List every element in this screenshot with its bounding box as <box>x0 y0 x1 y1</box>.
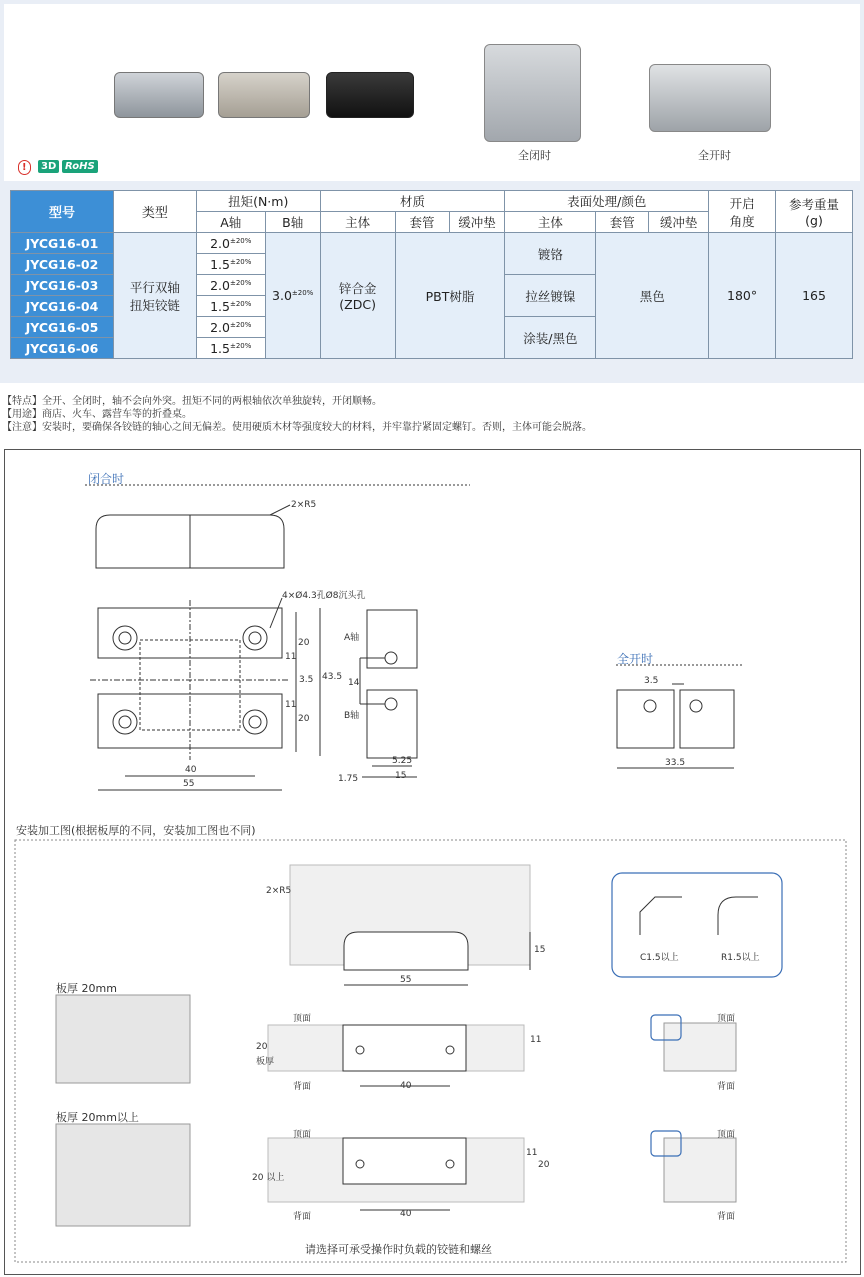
dim-d20a: 20 <box>298 638 310 648</box>
th-torque: 扭矩(N·m) <box>196 191 320 212</box>
finish-body-cell: 镀铬 <box>505 233 596 275</box>
plate20plus-d40: 40 <box>400 1209 412 1219</box>
finish-color-cell: 黑色 <box>596 233 709 359</box>
dim-d14: 14 <box>348 678 360 688</box>
th-torque-b: B轴 <box>265 212 320 233</box>
detail1-top: 顶面 <box>717 1014 736 1024</box>
note-features: 【特点】全开、全闭时，轴不会向外突。扭矩不同的两根轴依次单独旋转，开闭顺畅。 <box>2 396 382 407</box>
th-material: 材质 <box>320 191 505 212</box>
install-d55: 55 <box>400 975 412 985</box>
model-cell: JYCG16-03 <box>11 275 114 296</box>
dim-d3_5o: 3.5 <box>644 676 659 686</box>
install-r15: R1.5以上 <box>721 953 760 963</box>
detail2-back: 背面 <box>717 1212 736 1222</box>
plate20plus-label: 板厚 20mm以上 <box>56 1111 139 1124</box>
torque-a-cell: $2.0^{\pm 20\%}$ <box>196 275 265 296</box>
plate20-thick: 板厚 <box>256 1057 275 1067</box>
dim-d20b: 20 <box>298 714 310 724</box>
angle-cell: 180° <box>709 233 776 359</box>
finish-body-cell: 涂装/黑色 <box>505 317 596 359</box>
plate20plus-d20b: 20 <box>538 1160 550 1170</box>
closed-title: 闭合时 <box>88 472 125 486</box>
torque-a-cell: $2.0^{\pm 20\%}$ <box>196 233 265 254</box>
model-cell: JYCG16-04 <box>11 296 114 317</box>
material-body-cell: 锌合金 (ZDC) <box>320 233 395 359</box>
dim-d11a: 11 <box>285 652 297 662</box>
torque-a-cell: $1.5^{\pm 20\%}$ <box>196 296 265 317</box>
caption-closed: 全闭时 <box>518 149 551 162</box>
finish-body-cell: 拉丝镀镍 <box>505 275 596 317</box>
dim-d15: 15 <box>395 771 407 781</box>
dim-d55: 55 <box>183 779 195 789</box>
install-c15: C1.5以上 <box>640 953 679 963</box>
torque-a-cell: $2.0^{\pm 20\%}$ <box>196 317 265 338</box>
material-sleeve-cell: PBT树脂 <box>395 233 505 359</box>
install-d15: 15 <box>534 945 546 955</box>
weight-cell: 165 <box>776 233 853 359</box>
holes-label: 4×Ø4.3孔Ø8沉头孔 <box>282 591 366 601</box>
dim-d40: 40 <box>185 765 197 775</box>
install-r5: 2×R5 <box>266 886 292 896</box>
th-material-sleeve: 套管 <box>395 212 449 233</box>
plate20-d20: 20 <box>256 1042 268 1052</box>
plate20plus-d20: 20 以上 <box>252 1173 285 1183</box>
dim-d5_25: 5.25 <box>392 756 413 766</box>
axis-a-label: A轴 <box>344 633 360 643</box>
plate20-d11: 11 <box>530 1035 542 1045</box>
plate20-label: 板厚 20mm <box>56 982 117 995</box>
th-type: 类型 <box>113 191 196 233</box>
model-cell: JYCG16-01 <box>11 233 114 254</box>
install-footer: 请选择可承受操作时负载的铰链和螺丝 <box>305 1243 492 1256</box>
th-finish-cushion: 缓冲垫 <box>649 212 709 233</box>
th-finish-sleeve: 套管 <box>596 212 649 233</box>
th-torque-a: A轴 <box>196 212 265 233</box>
torque-a-cell: $1.5^{\pm 20\%}$ <box>196 338 265 359</box>
th-weight: 参考重量 (g) <box>776 191 853 233</box>
th-finish-body: 主体 <box>505 212 596 233</box>
torque-b-cell: $3.0^{\pm 20\%}$ <box>265 233 320 359</box>
th-model: 型号 <box>11 191 114 233</box>
type-cell: 平行双轴 扭矩铰链 <box>113 233 196 359</box>
th-finish: 表面处理/颜色 <box>505 191 709 212</box>
plate20plus-d11: 11 <box>526 1148 538 1158</box>
plate20-d40: 40 <box>400 1081 412 1091</box>
warning-icon: ! <box>18 160 31 175</box>
th-material-cushion: 缓冲垫 <box>449 212 505 233</box>
th-angle: 开启 角度 <box>709 191 776 233</box>
open-title: 全开时 <box>617 652 654 666</box>
detail1-back: 背面 <box>717 1082 736 1092</box>
plate20-back: 背面 <box>293 1082 312 1092</box>
axis-b-label: B轴 <box>344 711 360 721</box>
detail2-top: 顶面 <box>717 1130 736 1140</box>
dim-d3_5: 3.5 <box>299 675 314 685</box>
model-cell: JYCG16-06 <box>11 338 114 359</box>
note-caution: 【注意】安装时，要确保各铰链的轴心之间无偏差。使用硬质木材等强度较大的材料，并牢靠拧紧固定螺钉。否则，主体可能会脱落。 <box>2 422 592 433</box>
badge-rohs: RoHS <box>62 160 98 173</box>
badge-3d: 3D <box>38 160 59 173</box>
install-title: 安装加工图(根据板厚的不同，安装加工图也不同) <box>16 824 256 837</box>
note-usage: 【用途】商店、火车、露营车等的折叠桌。 <box>2 409 192 420</box>
dim-d11b: 11 <box>285 700 297 710</box>
torque-a-cell: $1.5^{\pm 20\%}$ <box>196 254 265 275</box>
model-cell: JYCG16-02 <box>11 254 114 275</box>
dim-d43_5: 43.5 <box>322 672 343 682</box>
model-cell: JYCG16-05 <box>11 317 114 338</box>
plate20plus-top: 顶面 <box>293 1130 312 1140</box>
plate20plus-back: 背面 <box>293 1212 312 1222</box>
r5-label: 2×R5 <box>291 500 317 510</box>
th-material-body: 主体 <box>320 212 395 233</box>
caption-open: 全开时 <box>698 149 731 162</box>
dim-d1_75: 1.75 <box>338 774 359 784</box>
dim-d33_5: 33.5 <box>665 758 686 768</box>
plate20-top: 顶面 <box>293 1014 312 1024</box>
